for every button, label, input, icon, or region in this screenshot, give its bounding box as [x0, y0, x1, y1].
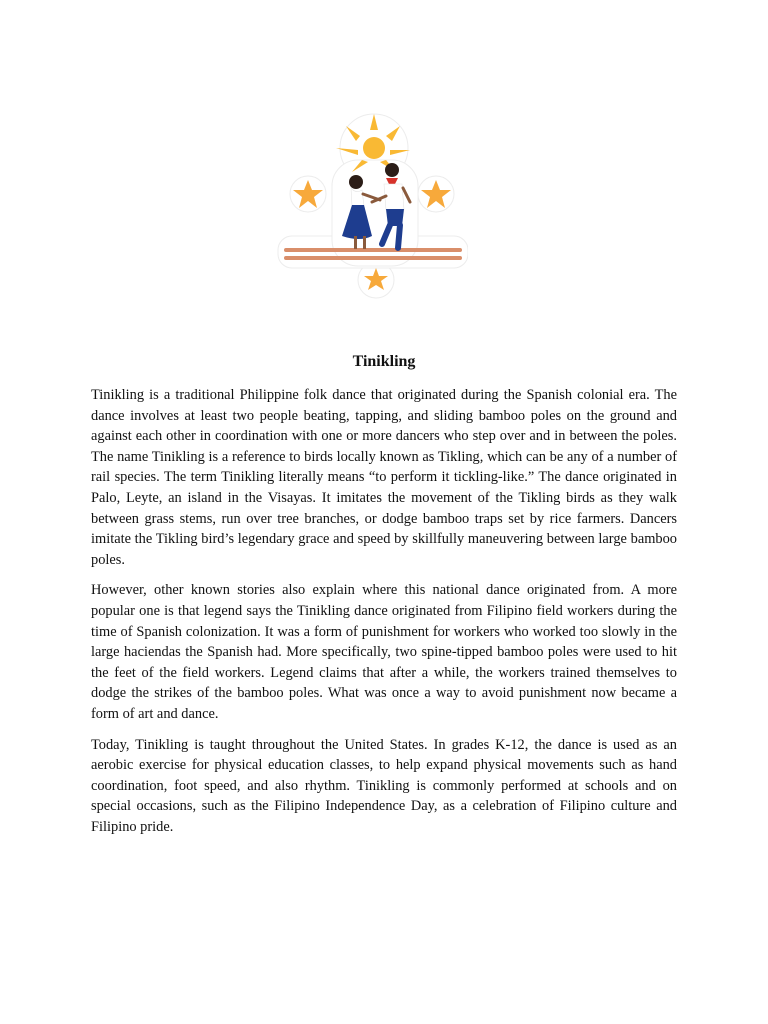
paragraph: Today, Tinikling is taught throughout the United States. In grades K-12, the dance is used as an aerobic exercise for physical education classes, to help expand physical movements such as hand coordination, foot speed, and also rhythm. Tinikling is commonly performed at schools and on special occasions, such as the Filipino Independence Day, as a celebration of Filipino culture and Filipino pride. — [91, 736, 677, 835]
document-title: Tinikling — [352, 353, 416, 370]
tinikling-dancers-icon — [268, 108, 468, 308]
document-body — [91, 385, 677, 847]
paragraph: However, other known stories also explain where this national dance originated from. A more popular one is that legend says the Tinikling dance originated from Filipino field workers during the time of Spanish colonization. It was a form of punishment for workers who worked too slowly in the large haciendas the Spanish had. More specifically, two spine-tipped bamboo poles were used to hit the feet of the field workers. Legend claims that after a while, the workers trained themselves to dodge the strikes of the bamboo poles. What was once a way to avoid punishment now became a form of art and dance. — [91, 582, 677, 722]
paragraph: Tinikling is a traditional Philippine folk dance that originated during the Spanish colonial era. The dance involves at least two people beating, tapping, and sliding bamboo poles on the ground and against each other in coordination with one or more dancers who step over and in between the poles. The name Tinikling is a reference to birds locally known as Tikling, which can be any of a number of rail species. The term Tinikling literally means “to perform it tickling-like.” The dance originated in Palo, Leyte, an island in the Visayas. It imitates the movement of the Tikling birds as they walk between grass stems, run over tree branches, or dodge bamboo traps set by rice farmers. Dancers imitate the Tikling bird’s legendary grace and speed by skillfully maneuvering between large bamboo poles. — [91, 387, 677, 568]
